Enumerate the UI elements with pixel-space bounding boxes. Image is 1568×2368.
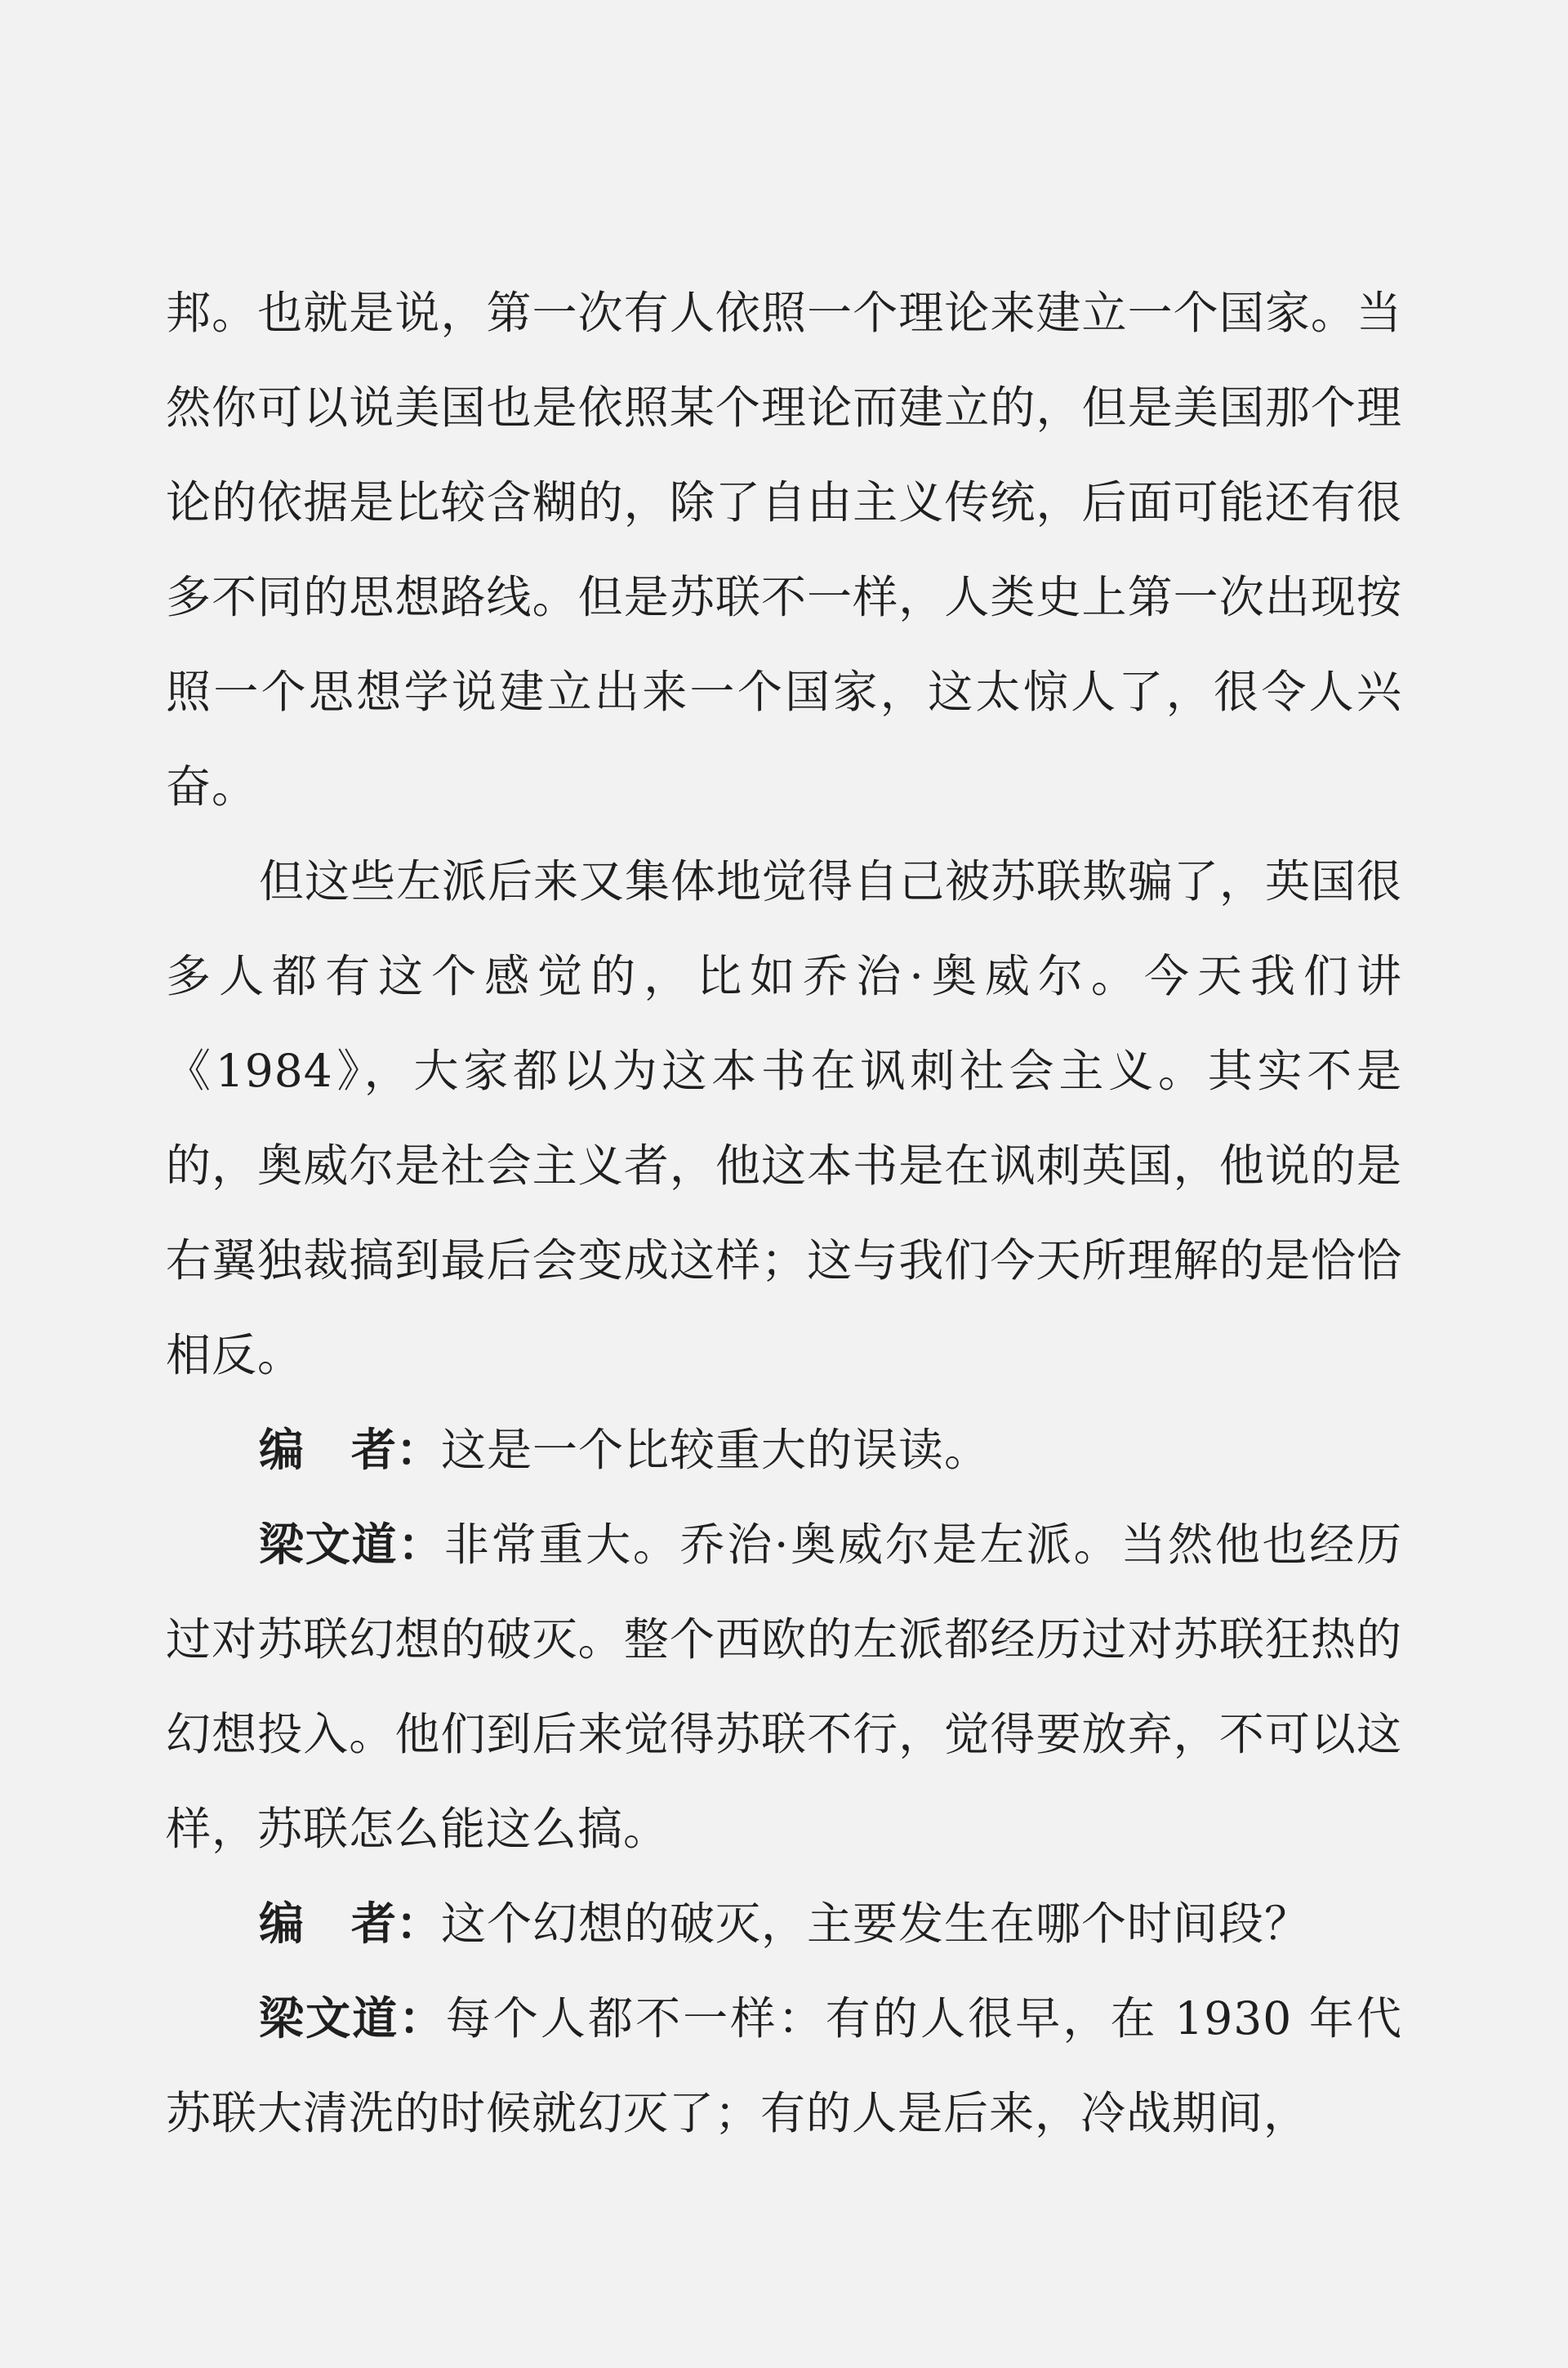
dialogue-editor-2 xyxy=(166,1876,1402,1971)
dialogue-text: 每个人都不一样：有的人很早，在 1930 年代苏联大清洗的时候就幻灭了；有的人是后来，冷战期间， xyxy=(166,1992,1402,2139)
speaker-editor: 编 者： xyxy=(259,1423,442,1476)
speaker-liang-wendao: 梁文道： xyxy=(259,1991,446,2045)
paragraph-orwell: 但这些左派后来又集体地觉得自己被苏联欺骗了，英国很多人都有这个感觉的，比如乔治·奥威尔。今天我们讲《1984》，大家都以为这本书在讽刺社会主义。其实不是的，奥威尔是社会主义者，他这本书是在讽刺英国，他说的是右翼独裁搞到最后会变成这样；这与我们今天所理解的是恰恰相反。 xyxy=(166,855,1403,1381)
dialogue-text: 这是一个比较重大的误读。 xyxy=(441,1424,991,1476)
dialogue-text: 这个幻想的破灭，主要发生在哪个时间段？ xyxy=(441,1898,1311,1950)
dialogue-liang-2 xyxy=(166,1971,1402,2161)
paragraph-continuation: 邦。也就是说，第一次有人依照一个理论来建立一个国家。当然你可以说美国也是依照某个理论而建立的，但是美国那个理论的依据是比较含糊的，除了自由主义传统，后面可能还有很多不同的思想路线。但是苏联不一样，人类史上第一次出现按照一个思想学说建立出来一个国家，这太惊人了，很令人兴奋。 xyxy=(166,287,1402,813)
dialogue-editor-1 xyxy=(166,1403,1402,1497)
page-body xyxy=(166,265,1402,2161)
speaker-liang-wendao: 梁文道： xyxy=(259,1518,444,1571)
speaker-editor: 编 者： xyxy=(259,1897,442,1950)
dialogue-liang-1 xyxy=(166,1497,1402,1876)
dialogue-text: 非常重大。乔治·奥威尔是左派。当然他也经历过对苏联幻想的破灭。整个西欧的左派都经历过对苏联狂热的幻想投入。他们到后来觉得苏联不行，觉得要放弃，不可以这样，苏联怎么能这么搞。 xyxy=(166,1518,1402,1855)
